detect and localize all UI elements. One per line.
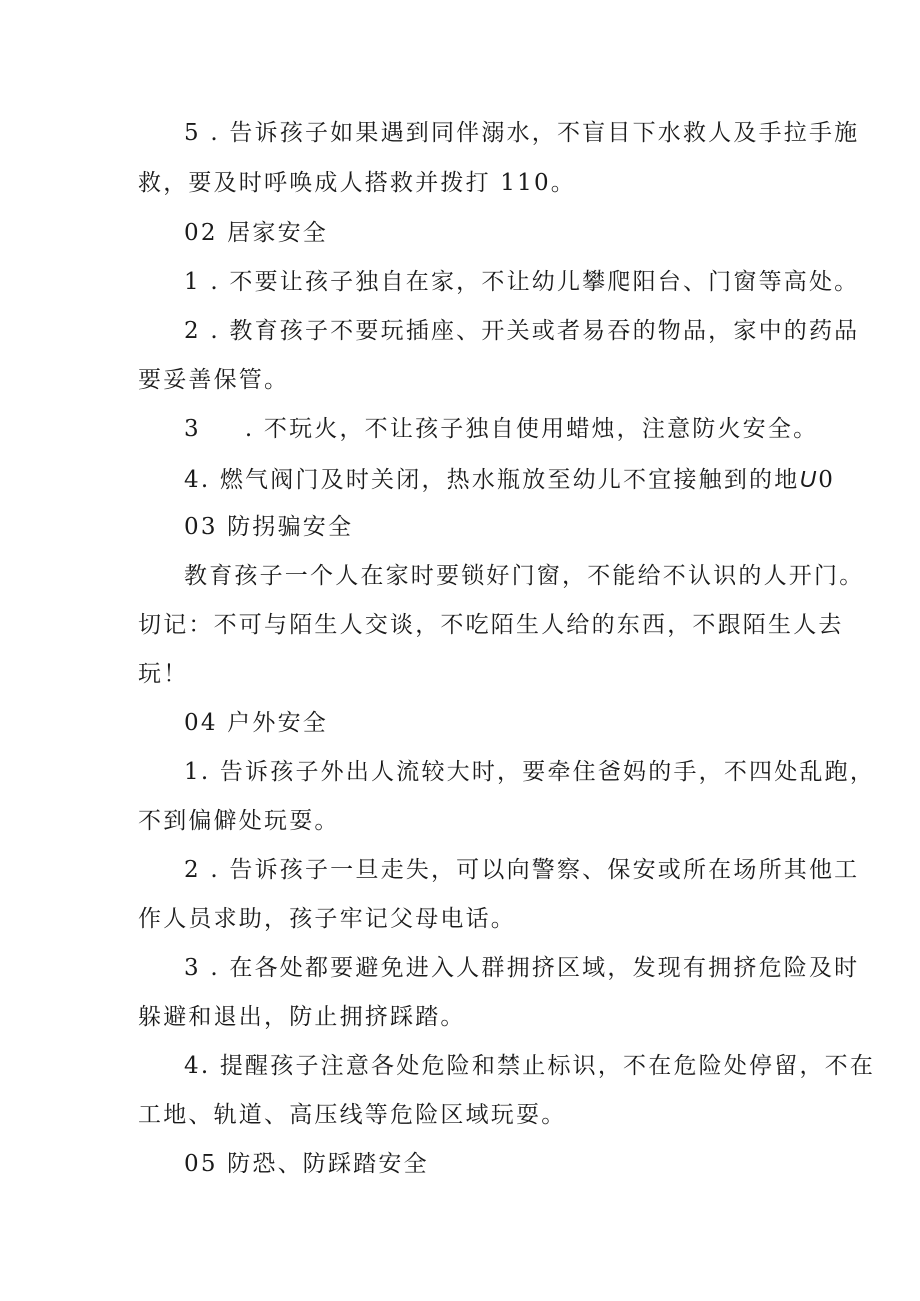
paragraph-line: 救，要及时呼唤成人搭救并拨打 110。 bbox=[138, 170, 577, 196]
paragraph-line: 3 . 在各处都要避免进入人群拥挤区域，发现有拥挤危险及时 bbox=[184, 955, 860, 981]
paragraph-line: 教育孩子一个人在家时要锁好门窗，不能给不认识的人开门。 bbox=[184, 563, 865, 589]
section-heading-outdoor-safety: 04 户外安全 bbox=[184, 710, 328, 736]
section-heading-anti-abduction: 03 防拐骗安全 bbox=[184, 514, 354, 540]
paragraph-line: 不到偏僻处玩耍。 bbox=[138, 808, 340, 834]
section-heading-anti-terror-stampede: 05 防恐、防踩踏安全 bbox=[184, 1151, 429, 1177]
paragraph-line: 要妥善保管。 bbox=[138, 367, 290, 393]
paragraph-line bbox=[184, 464, 835, 494]
section-heading-home-safety: 02 居家安全 bbox=[184, 220, 328, 246]
paragraph-line: 躲避和退出，防止拥挤踩踏。 bbox=[138, 1004, 466, 1030]
paragraph-line: 2 . 教育孩子不要玩插座、开关或者易吞的物品，家中的药品 bbox=[184, 318, 860, 344]
paragraph-line bbox=[184, 414, 818, 444]
item-text: 4. 燃气阀门及时关闭，热水瓶放至幼儿不宜接触到的地 bbox=[184, 467, 800, 493]
paragraph-line: 2 . 告诉孩子一旦走失，可以向警察、保安或所在场所其他工 bbox=[184, 857, 860, 883]
paragraph-line: 作人员求助，孩子牢记父母电话。 bbox=[138, 906, 516, 932]
paragraph-line: 1 . 不要让孩子独自在家，不让幼儿攀爬阳台、门窗等高处。 bbox=[184, 269, 860, 295]
ocr-artifact-digit: 0 bbox=[818, 467, 836, 493]
paragraph-line: 玩！ bbox=[138, 661, 189, 687]
paragraph-line: 5 . 告诉孩子如果遇到同伴溺水，不盲目下水救人及手拉手施 bbox=[184, 120, 860, 146]
paragraph-line: 切记：不可与陌生人交谈，不吃陌生人给的东西，不跟陌生人去 bbox=[138, 612, 844, 638]
item-number: 3 bbox=[184, 416, 201, 442]
paragraph-line: 4. 提醒孩子注意各处危险和禁止标识，不在危险处停留，不在 bbox=[184, 1053, 876, 1079]
ocr-artifact-letter: U bbox=[799, 466, 819, 492]
paragraph-line: 工地、轨道、高压线等危险区域玩耍。 bbox=[138, 1102, 567, 1128]
item-text: . 不玩火，不让孩子独自使用蜡烛，注意防火安全。 bbox=[244, 416, 819, 442]
paragraph-line: 1. 告诉孩子外出人流较大时，要牵住爸妈的手，不四处乱跑， bbox=[184, 759, 876, 785]
